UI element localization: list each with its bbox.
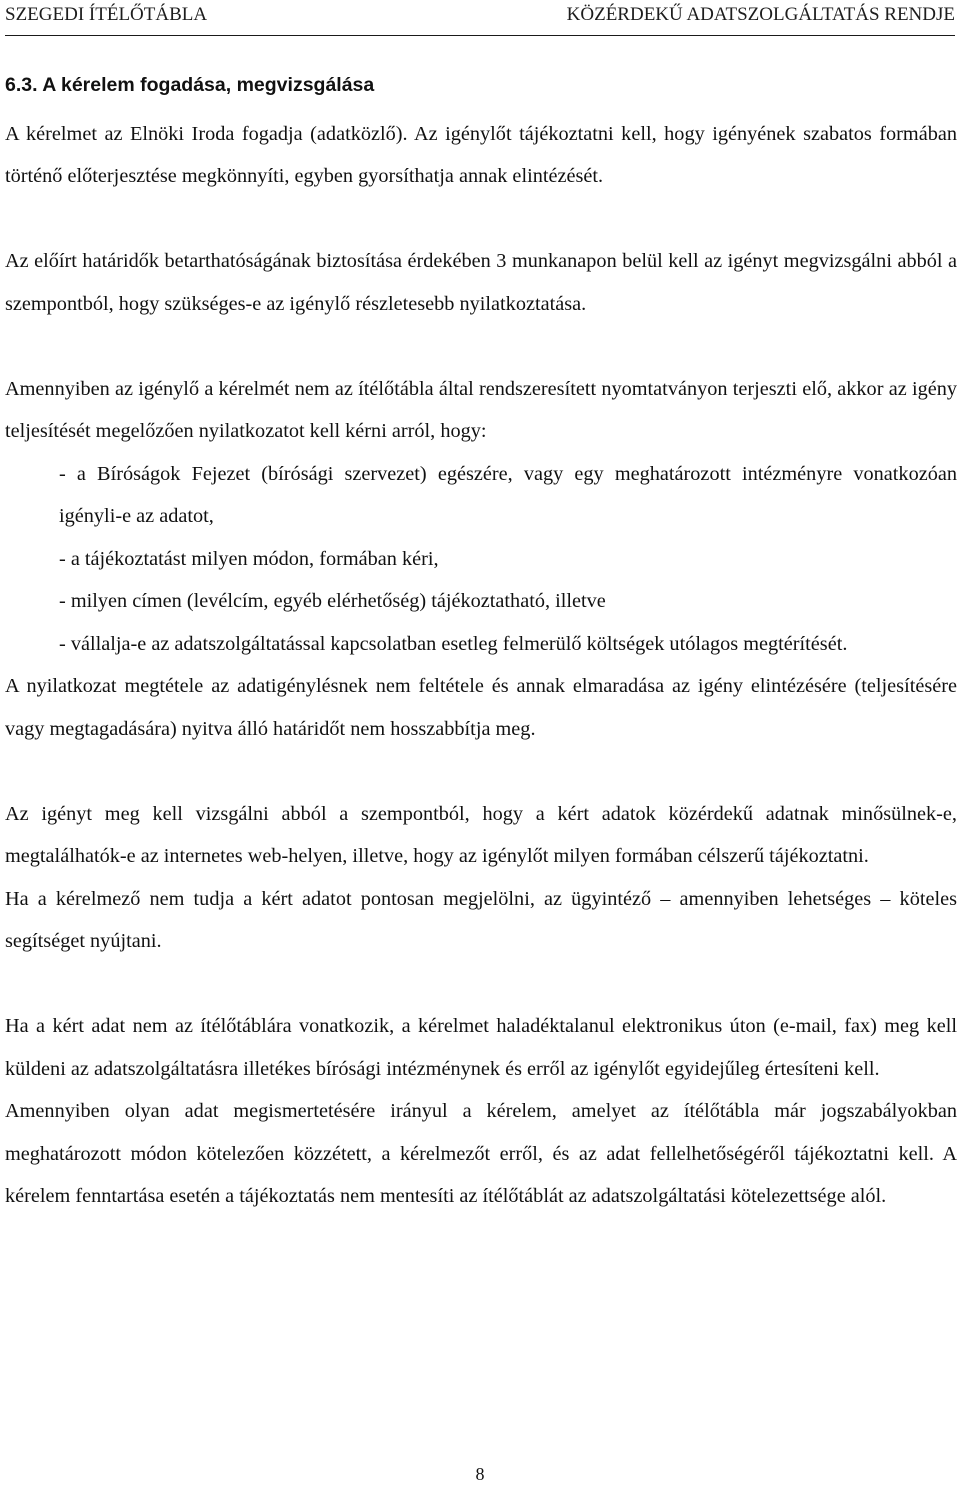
paragraph-5: Az igényt meg kell vizsgálni abból a szempontból, hogy a kért adatok közérdekű adatnak minősülnek-e, megtalálhatók-e az internetes web-helyen, illetve, hogy az igénylőt milyen formában célszerű tájékoztatni. [5, 802, 957, 867]
header-divider [5, 35, 955, 36]
paragraph-8: Amennyiben olyan adat megismertetésére irányul a kérelem, amelyet az ítélőtábla már jogszabályokban meghatározott módon kötelezően közzétett, a kérelmezőt erről, és az adat fellelhetőségéről tájékoztatni kell. A kérelem fenntartása esetén a tájékoztatás nem mentesíti az ítélőtáblát az adatszolgáltatási kötelezettsége alól. [5, 1100, 957, 1207]
paragraph-6: Ha a kérelmező nem tudja a kért adatot pontosan megjelölni, az ügyintéző – amennyiben lehetséges – köteles segítséget nyújtani. [5, 887, 957, 952]
list-item: - milyen címen (levélcím, egyéb elérhetőség) tájékoztatható, illetve [59, 590, 606, 612]
header-document-title: KÖZÉRDEKŰ ADATSZOLGÁLTATÁS RENDJE [566, 4, 955, 25]
section-heading: 6.3. A kérelem fogadása, megvizsgálása [5, 74, 375, 96]
header-court-name: SZEGEDI ÍTÉLŐTÁBLA [5, 4, 208, 25]
paragraph-7: Ha a kért adat nem az ítélőtáblára vonatkozik, a kérelmet haladéktalanul elektronikus úton (e-mail, fax) meg kell küldeni az adatszolgáltatásra illetékes bírósági intézménynek és erről az igénylőt egyidejűleg értesíteni kell. [5, 1015, 957, 1080]
paragraph-1: A kérelmet az Elnöki Iroda fogadja (adatközlő). Az igénylőt tájékoztatni kell, hogy igényének szabatos formában történő előterjesztése megkönnyíti, egyben gyorsíthatja annak elintézését. [5, 122, 957, 187]
page-number: 8 [475, 1464, 485, 1484]
list-item: - a Bíróságok Fejezet (bírósági szervezet) egészére, vagy egy meghatározott intézményre vonatkozóan igényli-e az adatot, [59, 462, 957, 527]
paragraph-2: Az előírt határidők betarthatóságának biztosítása érdekében 3 munkanapon belül kell az igényt megvizsgálni abból a szempontból, hogy szükséges-e az igénylő részletesebb nyilatkoztatása. [5, 250, 957, 315]
list-item: - vállalja-e az adatszolgáltatással kapcsolatban esetleg felmerülő költségek utólagos megtérítését. [59, 632, 848, 655]
declaration-list [5, 453, 957, 666]
list-item: - a tájékoztatást milyen módon, formában kéri, [59, 547, 439, 570]
paragraph-4: A nyilatkozat megtétele az adatigénylésnek nem feltétele és annak elmaradása az igény elintézésére (teljesítésére vagy megtagadására) nyitva álló határidőt nem hosszabbítja meg. [5, 675, 957, 740]
running-header [5, 2, 955, 26]
paragraph-3: Amennyiben az igénylő a kérelmét nem az ítélőtábla által rendszeresített nyomtatványon terjeszti elő, akkor az igény teljesítését megelőzően nyilatkozatot kell kérni arról, hogy: [5, 377, 957, 442]
body-text [5, 70, 957, 1218]
